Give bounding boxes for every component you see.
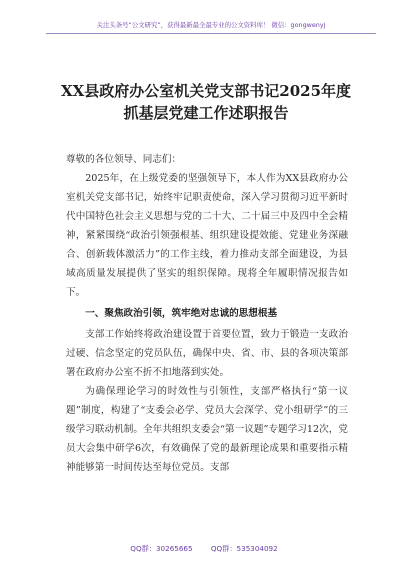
qq-group-1: QQ群：30265665 bbox=[130, 544, 193, 553]
header-notice: 关注头条号“公文研究”，获得最新最全最专业的公文资料库！ 微信：gongwenyj bbox=[46, 20, 376, 34]
qq-group-2: QQ群：535304092 bbox=[210, 544, 278, 553]
document-body bbox=[66, 150, 348, 477]
salutation: 尊敬的各位领导、同志们： bbox=[66, 154, 182, 165]
document-title: XX县政府办公室机关党支部书记2025年度抓基层党建工作述职报告 bbox=[60, 82, 352, 122]
footer-contact bbox=[0, 544, 408, 554]
section-heading: 一、聚焦政治引领，筑牢绝对忠诚的思想根基 bbox=[85, 308, 278, 319]
intro-paragraph: 2025年，在上级党委的坚强领导下，本人作为XX县政府办公室机关党支部书记，始终牢记职责使命，深入学习贯彻习近平新时代中国特色社会主义思想与党的二十大、二十届三中及四中全会精神，紧紧围绕“政治引领强根基、组织建设提效能、党建业务深融合、创新载体激活力”的工作主线，着力推动支部全面建设，为县域高质量发展提供了坚实的组织保障。现将全年履职情况报告如下。 bbox=[66, 173, 348, 298]
section-paragraph: 支部工作始终将政治建设置于首要位置，致力于锻造一支政治过硬、信念坚定的党员队伍，确保中央、省、市、县的各项决策部署在政府办公室不折不扣地落到实处。 bbox=[66, 329, 348, 378]
section-paragraph: 为确保理论学习的时效性与引领性，支部严格执行“第一议题”制度，构建了“支委会必学、党员大会深学、党小组研学”的三级学习联动机制。全年共组织支委会“第一议题”专题学习12次，党员大会集中研学6次，有效确保了党的最新理论成果和重要指示精神能够第一时间传达至每位党员。支部 bbox=[66, 386, 348, 473]
